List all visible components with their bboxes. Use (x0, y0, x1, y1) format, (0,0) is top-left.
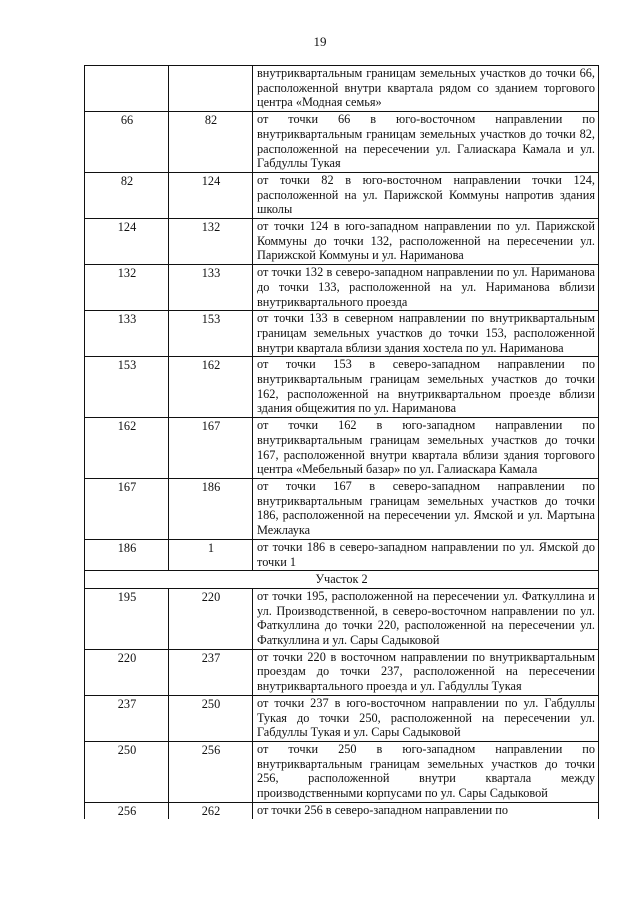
description-cell: внутриквартальным границам земельных участков до точки 66, расположенной внутри квартала рядом со зданием торгового центра «Модная семья» (253, 66, 599, 112)
table-row (85, 695, 599, 741)
to-point-cell: 256 (169, 741, 253, 802)
to-point-cell: 186 (169, 478, 253, 539)
from-point-cell: 256 (85, 802, 169, 819)
section-row (85, 571, 599, 589)
from-point-cell: 220 (85, 649, 169, 695)
from-point-cell: 82 (85, 172, 169, 218)
to-point-cell: 220 (169, 588, 253, 649)
to-point-cell: 82 (169, 112, 253, 173)
description-cell: от точки 124 в юго-западном направлении по ул. Парижской Коммуны до точки 132, расположенной на пересечении ул. Парижской Коммуны и ул. Нариманова (253, 219, 599, 265)
from-point-cell: 66 (85, 112, 169, 173)
from-point-cell: 167 (85, 478, 169, 539)
table-row (85, 66, 599, 112)
to-point-cell: 250 (169, 695, 253, 741)
table-row (85, 649, 599, 695)
from-point-cell: 132 (85, 265, 169, 311)
description-cell: от точки 132 в северо-западном направлении по ул. Нариманова до точки 133, расположенной на ул. Нариманова вблизи внутриквартального проезда (253, 265, 599, 311)
description-cell: от точки 153 в северо-западном направлении по внутриквартальным границам земельных участков до точки 162, расположенной на внутриквартальном проезде вблизи здания общежития по ул. Нариманова (253, 357, 599, 418)
table-row (85, 802, 599, 819)
description-cell: от точки 162 в юго-западном направлении по внутриквартальным границам земельных участков до точки 167, расположенной внутри квартала вблизи здания торгового центра «Мебельный базар» по ул. Галиаскара Камала (253, 418, 599, 479)
from-point-cell: 153 (85, 357, 169, 418)
table-row (85, 112, 599, 173)
to-point-cell: 167 (169, 418, 253, 479)
table-row (85, 588, 599, 649)
description-cell: от точки 82 в юго-восточном направлении точки 124, расположенной на ул. Парижской Коммуны напротив здания школы (253, 172, 599, 218)
description-cell: от точки 195, расположенной на пересечении ул. Фаткуллина и ул. Производственной, в северо-восточном направлении по ул. Фаткуллина до точки 220, расположенной на пересечении ул. Фаткуллина и ул. Сары Садыковой (253, 588, 599, 649)
to-point-cell: 153 (169, 311, 253, 357)
table-row (85, 418, 599, 479)
description-cell: от точки 256 в северо-западном направлении по (253, 802, 599, 819)
table-row (85, 265, 599, 311)
boundary-table (84, 65, 599, 819)
table-row (85, 172, 599, 218)
description-cell: от точки 133 в северном направлении по внутриквартальным границам земельных участков до точки 153, расположенной внутри квартала вблизи здания хостела по ул. Нариманова (253, 311, 599, 357)
to-point-cell: 124 (169, 172, 253, 218)
to-point-cell: 133 (169, 265, 253, 311)
to-point-cell: 262 (169, 802, 253, 819)
table-row (85, 311, 599, 357)
from-point-cell: 237 (85, 695, 169, 741)
table-row (85, 478, 599, 539)
from-point-cell: 162 (85, 418, 169, 479)
description-cell: от точки 250 в юго-западном направлении по внутриквартальным границам земельных участков до точки 256, расположенной внутри квартала между производственными корпусами по ул. Сары Садыковой (253, 741, 599, 802)
table-row (85, 741, 599, 802)
description-cell: от точки 167 в северо-западном направлении по внутриквартальным границам земельных участков до точки 186, расположенной на пересечении ул. Ямской и ул. Мартына Межлаука (253, 478, 599, 539)
from-point-cell (85, 66, 169, 112)
description-cell: от точки 66 в юго-восточном направлении по внутриквартальным границам земельных участков до точки 82, расположенной на пересечении ул. Галиаскара Камала и ул. Габдуллы Тукая (253, 112, 599, 173)
description-cell: от точки 237 в юго-восточном направлении по ул. Габдуллы Тукая до точки 250, расположенной на пересечении ул. Габдуллы Тукая и ул. Сары Садыковой (253, 695, 599, 741)
to-point-cell: 132 (169, 219, 253, 265)
page-number: 19 (313, 34, 327, 49)
to-point-cell (169, 66, 253, 112)
to-point-cell: 1 (169, 539, 253, 570)
description-cell: от точки 220 в восточном направлении по внутриквартальным проездам до точки 237, расположенной на пересечении внутриквартального проезда и ул. Габдуллы Тукая (253, 649, 599, 695)
from-point-cell: 250 (85, 741, 169, 802)
from-point-cell: 124 (85, 219, 169, 265)
from-point-cell: 133 (85, 311, 169, 357)
table-row (85, 219, 599, 265)
table-row (85, 357, 599, 418)
to-point-cell: 162 (169, 357, 253, 418)
table-row (85, 539, 599, 570)
section-title: Участок 2 (85, 571, 599, 589)
from-point-cell: 195 (85, 588, 169, 649)
description-cell: от точки 186 в северо-западном направлении по ул. Ямской до точки 1 (253, 539, 599, 570)
from-point-cell: 186 (85, 539, 169, 570)
to-point-cell: 237 (169, 649, 253, 695)
